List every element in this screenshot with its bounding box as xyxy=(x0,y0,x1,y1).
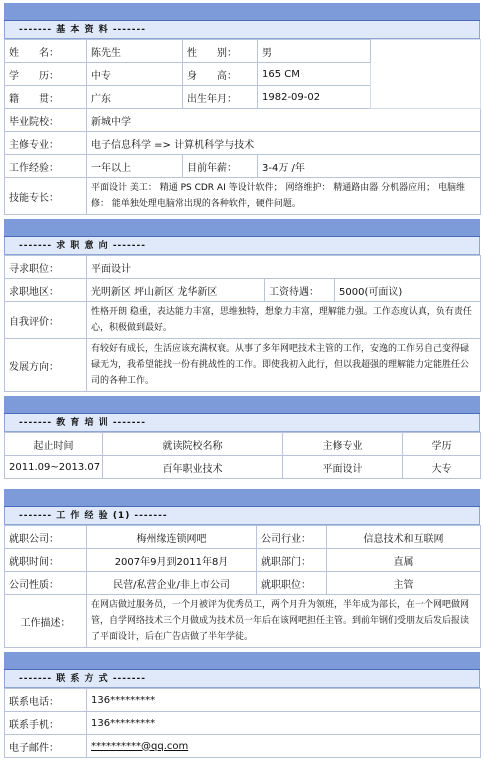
salary-label: 目前年薪： xyxy=(183,155,258,178)
name-value: 陈先生 xyxy=(87,40,183,63)
top-bar xyxy=(4,3,480,21)
photo-area xyxy=(371,40,481,109)
edu-school: 百年职业技术 xyxy=(103,456,283,479)
resume xyxy=(4,3,480,758)
work-desc-label: 工作描述： xyxy=(5,595,87,648)
section-basic-title: ------- 基 本 资 料 ------- xyxy=(4,21,480,39)
company-label: 就职公司： xyxy=(5,526,87,549)
section-edu-title: ------- 教 育 培 训 ------- xyxy=(4,414,480,432)
section-job-title: ------- 求 职 意 向 ------- xyxy=(4,237,480,255)
wage-label: 工资待遇： xyxy=(265,279,335,302)
area-value: 光明新区 坪山新区 龙华新区 xyxy=(87,279,265,302)
job-bar xyxy=(4,219,480,237)
email-value: **********@qq.com xyxy=(87,735,481,758)
phone-label: 联系电话： xyxy=(5,689,87,712)
name-label: 姓 名： xyxy=(5,40,87,63)
skill-label: 技能专长： xyxy=(5,178,87,215)
mobile-value: 136********* xyxy=(87,712,481,735)
role-value: 主管 xyxy=(327,572,481,595)
salary-value: 3-4万 /年 xyxy=(258,155,481,178)
email-label: 电子邮件： xyxy=(5,735,87,758)
height-label: 身 高： xyxy=(183,63,258,86)
industry-value: 信息技术和互联网 xyxy=(327,526,481,549)
company-type-label: 公司性质： xyxy=(5,572,87,595)
section-work-title: ------- 工 作 经 验 (1) ------- xyxy=(4,507,480,525)
edu-degree: 大专 xyxy=(403,456,481,479)
contact-table xyxy=(4,688,481,758)
direction-label: 发展方向： xyxy=(5,339,87,392)
gender-label: 性 别： xyxy=(183,40,258,63)
edu-bar xyxy=(4,396,480,414)
edu-header-period: 起止时间 xyxy=(5,433,103,456)
industry-label: 公司行业： xyxy=(257,526,327,549)
edu-header-degree: 学历 xyxy=(403,433,481,456)
work-time-value: 2007年9月到2011年8月 xyxy=(87,549,257,572)
company-value: 梅州缘连锁网吧 xyxy=(87,526,257,549)
skill-value: 平面设计 美工： 精通 PS CDR AI 等设计软件； 网络维护： 精通路由器 分机器应用； 电脑维修： 能单独处理电脑常出现的各种软件，硬件问题。 xyxy=(87,178,481,215)
self-eval-value: 性格开朗 稳重，表达能力丰富，思维独特，想象力丰富，理解能力强。工作态度认真，负有责任心，积极做到最好。 xyxy=(87,302,481,339)
origin-label: 籍 贯： xyxy=(5,86,87,109)
gender-value: 男 xyxy=(258,40,371,63)
phone-value: 136********* xyxy=(87,689,481,712)
school-label: 毕业院校： xyxy=(5,109,87,132)
self-eval-label: 自我评价： xyxy=(5,302,87,339)
basic-info-table xyxy=(4,39,481,215)
work-experience-table xyxy=(4,525,481,648)
area-label: 求职地区： xyxy=(5,279,87,302)
origin-value: 广东 xyxy=(87,86,183,109)
education-value: 中专 xyxy=(87,63,183,86)
major-value: 电子信息科学 => 计算机科学与技术 xyxy=(87,132,481,155)
mobile-label: 联系手机： xyxy=(5,712,87,735)
school-value: 新城中学 xyxy=(87,109,481,132)
edu-header-school: 就读院校名称 xyxy=(103,433,283,456)
experience-value: 一年以上 xyxy=(87,155,183,178)
department-value: 直属 xyxy=(327,549,481,572)
wage-value: 5000(可面议) xyxy=(335,279,481,302)
major-label: 主修专业： xyxy=(5,132,87,155)
birth-value: 1982-09-02 xyxy=(258,86,371,109)
position-value: 平面设计 xyxy=(87,256,481,279)
section-contact-title: ------- 联 系 方 式 ------- xyxy=(4,670,480,688)
department-label: 就职部门： xyxy=(257,549,327,572)
edu-period: 2011.09~2013.07 xyxy=(5,456,103,479)
edu-major: 平面设计 xyxy=(283,456,403,479)
education-label: 学 历： xyxy=(5,63,87,86)
work-bar xyxy=(4,489,480,507)
work-time-label: 就职时间： xyxy=(5,549,87,572)
role-label: 就职职位： xyxy=(257,572,327,595)
direction-value: 有较好有成长，生活应该充满权衰。从事了多年网吧技术主管的工作，安逸的工作另自己变得碌碌无为，我希望能找一份有挑战性的工作。即使我初入此行，但以我超强的理解能力定能胜任公司的各种工作。 xyxy=(87,339,481,392)
height-value: 165 CM xyxy=(258,63,371,86)
position-label: 寻求职位： xyxy=(5,256,87,279)
birth-label: 出生年月： xyxy=(183,86,258,109)
company-type-value: 民营/私营企业/非上市公司 xyxy=(87,572,257,595)
job-intent-table xyxy=(4,255,481,392)
work-desc-value: 在网店做过服务员，一个月被评为优秀员工，两个月升为领班，半年成为部长，在一个网吧做网管，自学网络技术三个月做成为技术员一年后在该网吧担任主管。到前年钢们受朋友后发后报读了平面设计，后在广告店做了半年学徒。 xyxy=(87,595,481,648)
experience-label: 工作经验： xyxy=(5,155,87,178)
education-table xyxy=(4,432,481,479)
contact-bar xyxy=(4,652,480,670)
edu-header-major: 主修专业 xyxy=(283,433,403,456)
